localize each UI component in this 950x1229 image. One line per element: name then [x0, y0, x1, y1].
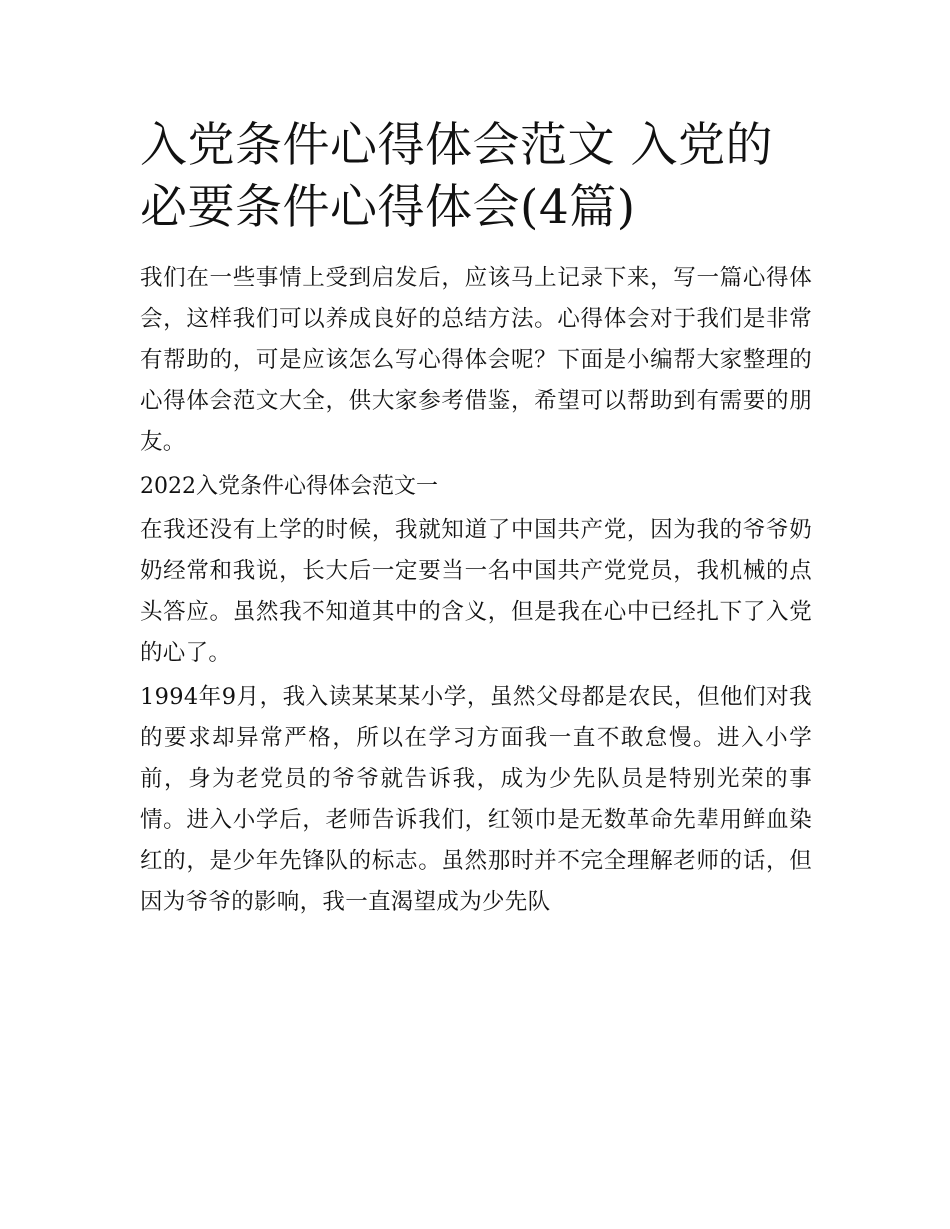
body-paragraph-2: 1994年9月，我入读某某某小学，虽然父母都是农民，但他们对我的要求却异常严格，所以在学习方面我一直不敢怠慢。进入小学前，身为老党员的爷爷就告诉我，成为少先队员是特别光荣的事情。进入小学后，老师告诉我们，红领巾是无数革命先辈用鲜血染红的，是少年先锋队的标志。虽然那时并不完全理解老师的话，但因为爷爷的影响，我一直渴望成为少先队 [140, 684, 812, 915]
section-heading: 2022入党条件心得体会范文一 [140, 474, 438, 499]
document-page [140, 115, 812, 926]
body-paragraph-1: 在我还没有上学的时候，我就知道了中国共产党，因为我的爷爷奶奶经常和我说，长大后一定要当一名中国共产党党员，我机械的点头答应。虽然我不知道其中的含义，但是我在心中已经扎下了入党的心了。 [140, 517, 812, 666]
intro-paragraph: 我们在一些事情上受到启发后，应该马上记录下来，写一篇心得体会，这样我们可以养成良好的总结方法。心得体会对于我们是非常有帮助的，可是应该怎么写心得体会呢？下面是小编帮大家整理的心得体会范文大全，供大家参考借鉴，希望可以帮助到有需要的朋友。 [140, 265, 812, 455]
document-title: 入党条件心得体会范文 入党的必要条件心得体会(4篇) [140, 118, 773, 235]
document-body [140, 258, 812, 923]
